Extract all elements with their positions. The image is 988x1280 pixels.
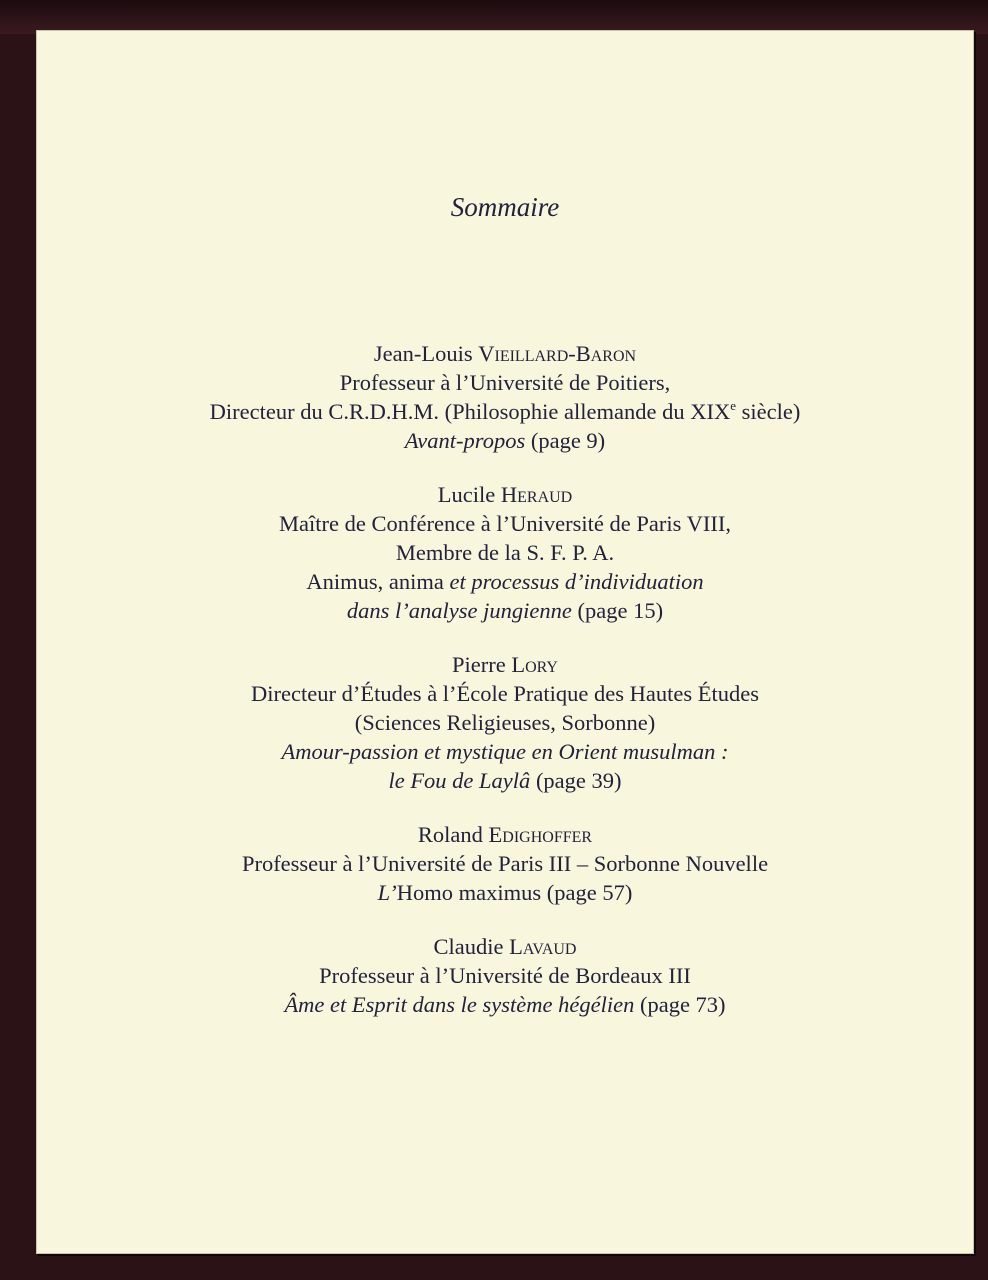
author-last-name: Lavaud — [509, 934, 577, 959]
page-title: Sommaire — [450, 192, 560, 222]
author-affiliation: Professeur à l’Université de Paris III – Sorbonne Nouvelle — [241, 851, 769, 876]
author-last-name: Vieillard-Baron — [478, 341, 637, 366]
article-title — [36, 426, 974, 455]
page-reference: (page 73) — [634, 992, 726, 1017]
contents-list — [36, 339, 974, 1044]
article-title-text: Avant-propos — [404, 428, 526, 453]
page-reference: (page 15) — [571, 598, 664, 623]
page-reference: (page 57) — [541, 880, 633, 905]
article-title-text: le Fou de Laylâ — [388, 768, 531, 793]
author-name — [36, 650, 974, 679]
author-affiliation: Professeur à l’Université de Poitiers, — [339, 370, 671, 395]
author-name — [36, 932, 974, 961]
author-first-name: Roland — [417, 822, 489, 847]
article-title-text: Homo maximus — [396, 880, 542, 905]
author-first-name: Lucile — [437, 482, 501, 507]
article-title — [36, 596, 974, 625]
author-affiliation: Professeur à l’Université de Bordeaux III — [319, 963, 691, 988]
author-affiliation — [36, 397, 974, 426]
article-title — [36, 567, 974, 596]
article-title-text: dans l’analyse jungienne — [346, 598, 572, 623]
author-name — [36, 480, 974, 509]
article-title-text: L’ — [377, 880, 397, 905]
photo-background-edge — [0, 0, 988, 34]
author-affiliation: (Sciences Religieuses, Sorbonne) — [354, 710, 656, 735]
author-first-name: Pierre — [451, 652, 512, 677]
affiliation-text: siècle) — [735, 399, 801, 424]
author-name — [36, 820, 974, 849]
page-reference: (page 39) — [530, 768, 622, 793]
book-page — [36, 30, 974, 1254]
affiliation-text: Directeur du C.R.D.H.M. (Philosophie allemande du XIX — [209, 399, 731, 424]
author-last-name: Edighoffer — [488, 822, 593, 847]
author-affiliation: Directeur d’Études à l’École Pratique des Hautes Études — [251, 681, 759, 706]
page-reference: (page 9) — [525, 428, 606, 453]
author-first-name: Jean-Louis — [373, 341, 479, 366]
article-title-text: et processus d’individuation — [443, 569, 704, 594]
author-name — [36, 339, 974, 368]
article-title: Amour-passion et mystique en Orient musulman : — [281, 739, 729, 764]
contents-entry — [36, 932, 974, 1019]
author-first-name: Claudie — [433, 934, 510, 959]
contents-entry — [36, 480, 974, 625]
author-affiliation: Membre de la S. F. P. A. — [395, 540, 615, 565]
superscript: e — [730, 398, 736, 413]
contents-entry — [36, 820, 974, 907]
contents-entry — [36, 339, 974, 455]
article-title-text: Animus, anima — [306, 569, 444, 594]
article-title — [36, 878, 974, 907]
author-affiliation: Maître de Conférence à l’Université de Paris VIII, — [279, 511, 731, 536]
article-title — [36, 766, 974, 795]
article-title — [36, 990, 974, 1019]
article-title-text: Âme et Esprit dans le système hégélien — [284, 992, 635, 1017]
contents-entry — [36, 650, 974, 795]
author-last-name: Heraud — [500, 482, 573, 507]
author-last-name: Lory — [511, 652, 558, 677]
